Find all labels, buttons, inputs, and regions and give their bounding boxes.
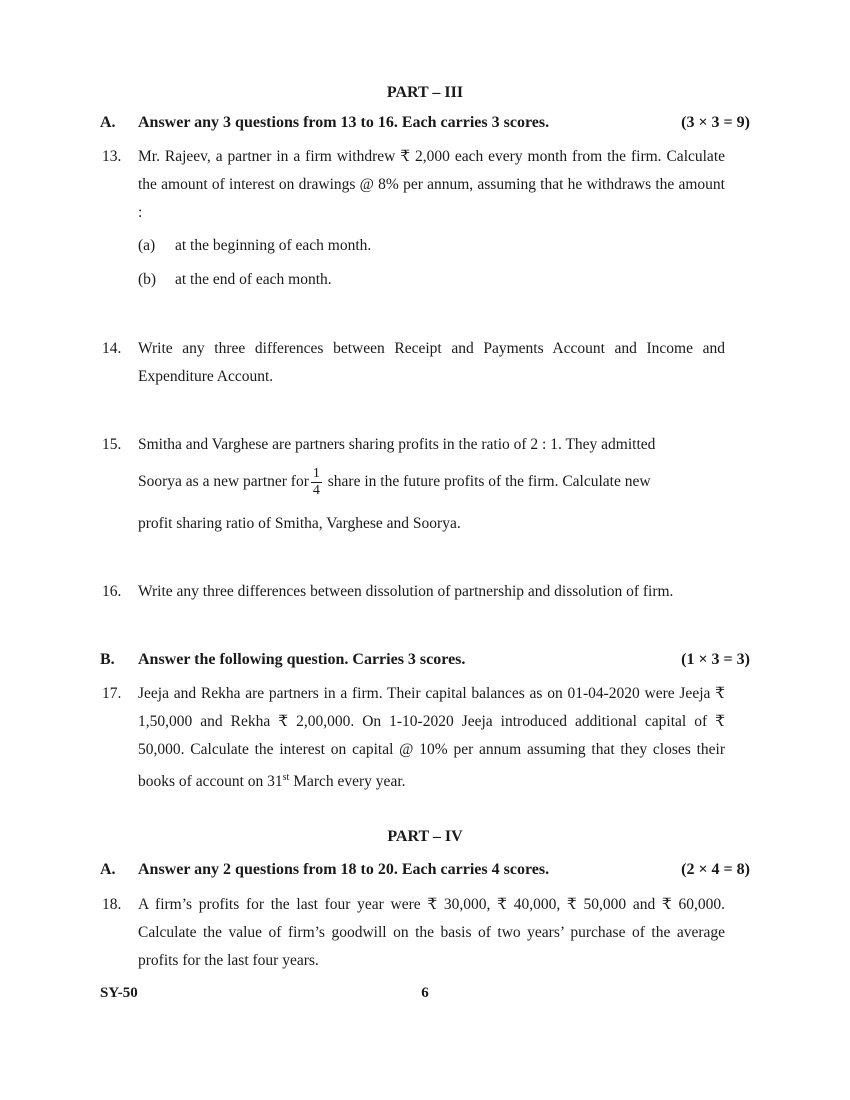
option-label: (a) [138, 237, 156, 254]
fraction-numerator: 1 [312, 465, 320, 481]
question-16-number: 16. [102, 583, 122, 600]
question-17-body: Jeeja and Rekha are partners in a firm. Their capital balances as on 01-04-2020 were Jeeja ₹ 1,50,000 and Rekha ₹ 2,00,000. On 1-10-2020 Jeeja introduced additional capital of ₹ 50,000. Calculate the interest on capital @ 10% per annum assuming that they closes their books of account on 31 [138, 685, 725, 791]
question-16-text: Write any three differences between dissolution of partnership and dissolution of firm. [138, 583, 674, 600]
option-label: (b) [138, 271, 157, 288]
section-letter: A. [100, 114, 116, 131]
option-text: at the beginning of each month. [175, 237, 372, 254]
question-15-line-2-before: Soorya as a new partner for [138, 473, 309, 490]
section-marks: (1 × 3 = 3) [681, 651, 750, 668]
page-number: 6 [421, 985, 429, 1001]
option-text: at the end of each month. [175, 271, 332, 288]
section-letter: B. [100, 651, 115, 668]
part-4-title: PART – IV [387, 828, 463, 845]
question-14-number: 14. [102, 340, 122, 357]
fraction-denominator: 4 [312, 482, 320, 498]
question-13-option-a [138, 237, 371, 255]
question-17-number: 17. [102, 685, 122, 702]
ordinal-suffix: st [282, 772, 290, 783]
section-instruction: Answer any 2 questions from 18 to 20. Each carries 4 scores. [138, 861, 550, 878]
paper-code: SY-50 [100, 985, 138, 1001]
question-15-line-2-after: share in the future profits of the firm. Calculate new [323, 473, 651, 490]
question-15-line-3: profit sharing ratio of Smitha, Varghese and Soorya. [138, 515, 461, 532]
question-13-number: 13. [102, 148, 122, 165]
question-15-line-1: Smitha and Varghese are partners sharing profits in the ratio of 2 : 1. They admitted [138, 436, 656, 453]
question-17-text [138, 680, 725, 796]
question-18-text: A firm’s profits for the last four year were ₹ 30,000, ₹ 40,000, ₹ 50,000 and ₹ 60,000. Calculate the value of firm’s goodwill on the basis of two years’ purchase of the average profits for the last four years. [138, 896, 725, 969]
section-marks: (2 × 4 = 8) [681, 861, 750, 878]
section-instruction: Answer the following question. Carries 3 scores. [138, 651, 466, 668]
question-15-number: 15. [102, 436, 122, 453]
fraction [311, 466, 322, 499]
question-13-text: Mr. Rajeev, a partner in a firm withdrew ₹ 2,000 each every month from the firm. Calculate the amount of interest on drawings @ 8% per annum, assuming that he withdraws the amount : [138, 148, 725, 221]
question-13-option-b [138, 271, 332, 289]
question-14-text: Write any three differences between Receipt and Payments Account and Income and Expenditure Account. [138, 340, 725, 385]
section-marks: (3 × 3 = 9) [681, 114, 750, 131]
section-letter: A. [100, 861, 116, 878]
section-instruction: Answer any 3 questions from 13 to 16. Each carries 3 scores. [138, 114, 550, 131]
question-15-line-2 [138, 462, 725, 502]
part-3-title: PART – III [386, 84, 464, 101]
question-17-end: March every year. [289, 773, 406, 791]
question-18-number: 18. [102, 896, 122, 913]
